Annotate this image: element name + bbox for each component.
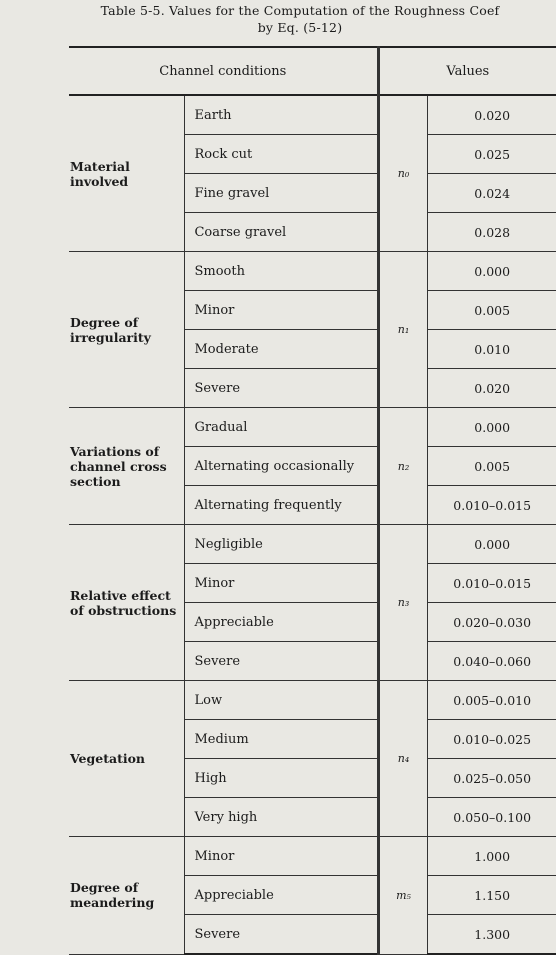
condition-cell: High [185,759,378,798]
value-cell: 0.005–0.010 [428,681,556,720]
symbol-cell: n₀ [378,95,428,252]
condition-cell: Minor [185,837,378,876]
symbol-cell: n₂ [378,408,428,525]
header-channel-conditions: Channel conditions [69,47,378,95]
condition-cell: Alternating occasionally [185,447,378,486]
condition-cell: Moderate [185,330,378,369]
condition-cell: Earth [185,95,378,135]
group-label: Relative effect of obstructions [70,587,177,618]
value-cell: 0.020 [428,369,556,408]
condition-cell: Severe [185,369,378,408]
value-cell: 0.005 [428,447,556,486]
group-degree-of-meandering [69,837,185,955]
condition-cell: Rock cut [185,135,378,174]
value-cell: 0.040–0.060 [428,642,556,681]
symbol-cell: m₅ [378,837,428,955]
value-cell: 0.010–0.015 [428,564,556,603]
header-values: Values [378,47,556,95]
value-cell: 0.010 [428,330,556,369]
table-row [69,252,556,291]
value-cell: 0.028 [428,213,556,252]
caption-line-1: Table 5-5. Values for the Computation of the Roughness Coef [100,3,500,18]
value-cell: 0.024 [428,174,556,213]
table-row [69,837,556,876]
group-label: Variations of channel cross section [70,443,167,489]
value-cell: 1.000 [428,837,556,876]
condition-cell: Appreciable [185,876,378,915]
value-cell: 0.000 [428,252,556,291]
value-cell: 0.025–0.050 [428,759,556,798]
symbol-cell: n₃ [378,525,428,681]
value-cell: 0.000 [428,525,556,564]
condition-cell: Fine gravel [185,174,378,213]
table-row [69,95,556,135]
value-cell: 0.020–0.030 [428,603,556,642]
group-label: Material involved [70,158,130,189]
value-cell: 1.300 [428,915,556,955]
group-material-involved [69,95,185,252]
condition-cell: Severe [185,642,378,681]
header-row [69,47,556,95]
group-degree-of-irregularity [69,252,185,408]
table-row [69,681,556,720]
value-cell: 0.020 [428,95,556,135]
value-cell: 0.010–0.015 [428,486,556,525]
group-label: Vegetation [70,751,146,766]
condition-cell: Alternating frequently [185,486,378,525]
table-row [69,525,556,564]
condition-cell: Negligible [185,525,378,564]
symbol-cell: n₄ [378,681,428,837]
value-cell: 0.005 [428,291,556,330]
group-label: Degree of meandering [70,880,155,911]
group-relative-effect-of-obstructions [69,525,185,681]
roughness-table [69,46,556,955]
value-cell: 0.010–0.025 [428,720,556,759]
table-row [69,408,556,447]
group-vegetation [69,681,185,837]
value-cell: 0.025 [428,135,556,174]
condition-cell: Very high [185,798,378,837]
condition-cell: Coarse gravel [185,213,378,252]
caption-line-2: by Eq. (5-12) [257,20,343,35]
table-caption [0,2,556,36]
table-body [69,95,556,954]
condition-cell: Medium [185,720,378,759]
value-cell: 0.050–0.100 [428,798,556,837]
group-variations-of-channel-cross-section [69,408,185,525]
condition-cell: Low [185,681,378,720]
roughness-table-container [69,46,556,955]
symbol-cell: n₁ [378,252,428,408]
condition-cell: Gradual [185,408,378,447]
value-cell: 1.150 [428,876,556,915]
group-label: Degree of irregularity [70,314,151,345]
condition-cell: Smooth [185,252,378,291]
condition-cell: Appreciable [185,603,378,642]
value-cell: 0.000 [428,408,556,447]
condition-cell: Minor [185,564,378,603]
condition-cell: Minor [185,291,378,330]
condition-cell: Severe [185,915,378,955]
